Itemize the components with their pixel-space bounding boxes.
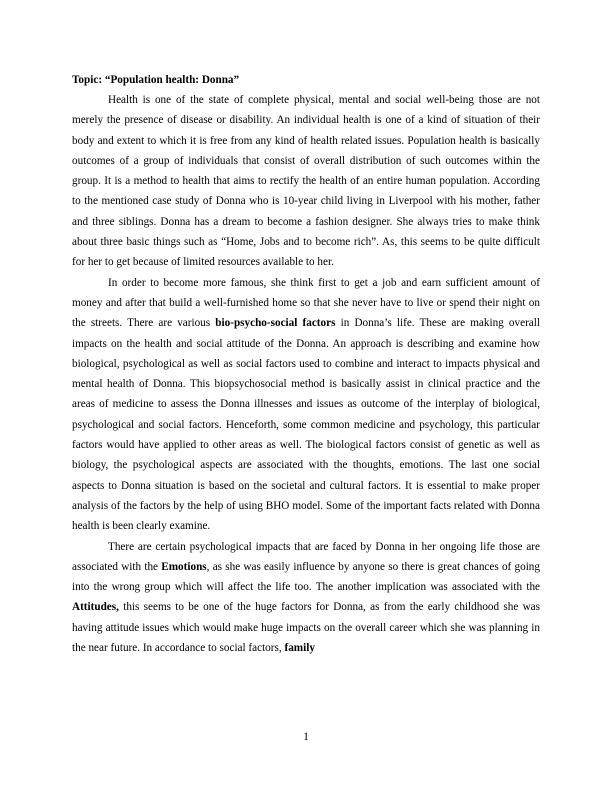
document-page — [72, 70, 540, 658]
page-number: 1 — [303, 731, 309, 743]
paragraph-3-text-a: There are certain psychological impacts that are faced by Donna in her ongoing life those are associated with the — [72, 540, 540, 573]
paragraph-2-text-b: in Donna’s life. These are making overall impacts on the health and social attitude of the Donna. An approach is describing and examine how biological, psychological as well as social factors used to combine and interact to impacts physical and mental health of Donna. This biopsychosocial method is basically assist in clinical practice and the areas of medicine to assess the Donna illnesses and issues as outcome of the interplay of biological, psychological and social factors. Henceforth, some common medicine and psychology, this particular factors would have applied to other areas as well. The biological factors consist of genetic as well as biology, the psychological aspects are associated with the thoughts, emotions. The last one social aspects to Donna situation is based on the societal and cultural factors. It is essential to make proper analysis of the factors by the help of using BHO model. Some of the important facts related with Donna health is been clearly examine. — [72, 317, 540, 533]
document-title: Topic: “Population health: Donna” — [72, 74, 240, 86]
paragraph-1-text: Health is one of the state of complete physical, mental and social well-being those are not merely the presence of disease or disability. An individual health is one of a kind of situation of their body and extent to which it is free from any kind of health related issues. Population health is basically outcomes of a group of individuals that consist of overall distribution of such outcomes within the group. It is a method to health that aims to rectify the health of an entire human population. According to the mentioned case study of Donna who is 10-year child living in Liverpool with his mother, father and three siblings. Donna has a dream to become a fashion designer. She always tries to make think about three basic things such as “Home, Jobs and to become rich”. As, this seems to be quite difficult for her to get because of limited resources available to her. — [72, 94, 540, 269]
paragraph-3-bold-attitudes: Attitudes, — [72, 601, 119, 614]
paragraph-3-text-c: this seems to be one of the huge factors for Donna, as from the early childhood she was having attitude issues which would make huge impacts on the overall career which she was planning in the near future. In accordance to social factors, — [72, 601, 540, 655]
paragraph-3-bold-family: family — [284, 642, 315, 655]
paragraph-3-text-b: , as she was easily influence by anyone so there is great chances of going into the wrong group which will affect the life too. The another implication was associated with the — [72, 560, 540, 594]
paragraph-2-text-a: In order to become more famous, she think first to get a job and earn sufficient amount of money and after that build a well-furnished home so that she never have to live or spend their night on the streets. There are various — [72, 276, 540, 330]
paragraph-1 — [72, 90, 540, 273]
paragraph-2-bold-term: bio-psycho-social factors — [215, 317, 336, 330]
paragraph-3 — [72, 537, 540, 659]
paragraph-2 — [72, 273, 540, 537]
paragraph-3-bold-emotions: Emotions — [161, 560, 207, 573]
